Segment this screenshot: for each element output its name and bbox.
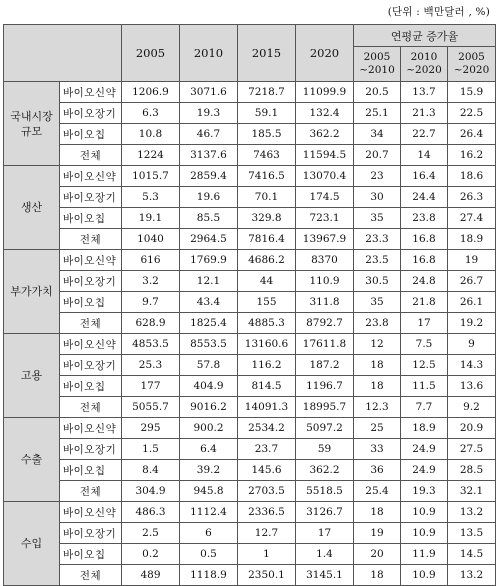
table-cell: 4686.2 <box>238 250 296 271</box>
row-category: 바이오장기 <box>60 439 122 460</box>
table-cell: 36 <box>354 460 401 481</box>
row-category: 바이오신약 <box>60 166 122 187</box>
table-cell: 12.3 <box>354 397 401 418</box>
table-cell: 16.2 <box>448 145 496 166</box>
table-cell: 10.8 <box>122 124 180 145</box>
table-row <box>4 103 496 124</box>
table-cell: 32.1 <box>448 481 496 502</box>
table-row <box>4 208 496 229</box>
table-cell: 15.9 <box>448 82 496 103</box>
table-row <box>4 523 496 544</box>
table-cell: 14091.3 <box>238 397 296 418</box>
table-cell: 17611.8 <box>296 334 354 355</box>
table-cell: 43.4 <box>180 292 238 313</box>
table-cell: 20 <box>354 544 401 565</box>
table-cell: 23.7 <box>238 439 296 460</box>
table-cell: 1.5 <box>122 439 180 460</box>
table-cell: 628.9 <box>122 313 180 334</box>
row-category: 전체 <box>60 313 122 334</box>
table-cell: 2703.5 <box>238 481 296 502</box>
table-cell: 8553.5 <box>180 334 238 355</box>
table-cell: 25.3 <box>122 355 180 376</box>
header-year: 2005 <box>122 25 180 82</box>
table-cell: 27.5 <box>448 439 496 460</box>
header-year: 2020 <box>296 25 354 82</box>
table-cell: 7.7 <box>401 397 448 418</box>
row-category: 바이오신약 <box>60 82 122 103</box>
table-cell: 21.3 <box>401 103 448 124</box>
table-cell: 14.5 <box>448 544 496 565</box>
table-cell: 22.7 <box>401 124 448 145</box>
table-cell: 30 <box>354 187 401 208</box>
header-cagr-range <box>354 47 401 82</box>
group-label <box>4 82 60 166</box>
table-cell: 8792.7 <box>296 313 354 334</box>
table-row <box>4 166 496 187</box>
table-cell: 12.7 <box>238 523 296 544</box>
table-cell: 17 <box>401 313 448 334</box>
table-cell: 1 <box>238 544 296 565</box>
table-cell: 85.5 <box>180 208 238 229</box>
range-start: 2005 <box>363 51 391 63</box>
table-cell: 18.9 <box>401 418 448 439</box>
group-label <box>4 250 60 334</box>
header-cagr-title: 연평균 증가율 <box>354 25 496 47</box>
table-cell: 34 <box>354 124 401 145</box>
table-cell: 3145.1 <box>296 565 354 586</box>
table-cell: 116.2 <box>238 355 296 376</box>
table-cell: 19.2 <box>448 313 496 334</box>
table-cell: 5055.7 <box>122 397 180 418</box>
table-cell: 18 <box>354 502 401 523</box>
row-category: 전체 <box>60 229 122 250</box>
header-year: 2015 <box>238 25 296 82</box>
table-cell: 900.2 <box>180 418 238 439</box>
group-label <box>4 166 60 250</box>
table-cell: 23 <box>354 166 401 187</box>
table-cell: 18.6 <box>448 166 496 187</box>
table-cell: 2964.5 <box>180 229 238 250</box>
table-cell: 13.2 <box>448 565 496 586</box>
table-row <box>4 145 496 166</box>
table-cell: 8370 <box>296 250 354 271</box>
group-label <box>4 418 60 502</box>
group-label-line: 수출 <box>20 453 43 466</box>
group-label-line: 규모 <box>20 124 43 138</box>
row-category: 바이오신약 <box>60 250 122 271</box>
table-cell: 46.7 <box>180 124 238 145</box>
table-row <box>4 292 496 313</box>
table-row <box>4 565 496 586</box>
table-row <box>4 124 496 145</box>
table-cell: 9 <box>448 334 496 355</box>
table-cell: 19.6 <box>180 187 238 208</box>
table-cell: 311.8 <box>296 292 354 313</box>
table-cell: 33 <box>354 439 401 460</box>
group-label <box>4 334 60 418</box>
row-category: 바이오장기 <box>60 187 122 208</box>
table-cell: 39.2 <box>180 460 238 481</box>
table-row <box>4 250 496 271</box>
table-cell: 24.8 <box>401 271 448 292</box>
data-table <box>3 24 496 586</box>
table-cell: 3137.6 <box>180 145 238 166</box>
table-cell: 16.8 <box>401 250 448 271</box>
header-year: 2010 <box>180 25 238 82</box>
table-cell: 10.9 <box>401 565 448 586</box>
row-category: 바이오칩 <box>60 376 122 397</box>
header-corner <box>4 25 122 82</box>
table-cell: 12.5 <box>401 355 448 376</box>
table-cell: 28.5 <box>448 460 496 481</box>
table-cell: 23.5 <box>354 250 401 271</box>
table-cell: 0.5 <box>180 544 238 565</box>
range-end: ~2020 <box>453 64 490 76</box>
table-cell: 25 <box>354 418 401 439</box>
table-cell: 1769.9 <box>180 250 238 271</box>
table-cell: 13070.4 <box>296 166 354 187</box>
table-cell: 13.5 <box>448 523 496 544</box>
table-cell: 11.9 <box>401 544 448 565</box>
table-cell: 11.5 <box>401 376 448 397</box>
unit-note: (단위 : 백만달러 , %) <box>387 6 490 18</box>
table-cell: 945.8 <box>180 481 238 502</box>
table-row <box>4 397 496 418</box>
table-row <box>4 460 496 481</box>
group-label-line: 수입 <box>20 537 43 550</box>
table-cell: 3071.6 <box>180 82 238 103</box>
table-cell: 155 <box>238 292 296 313</box>
table-cell: 70.1 <box>238 187 296 208</box>
table-cell: 5097.2 <box>296 418 354 439</box>
table-cell: 18 <box>354 565 401 586</box>
table-cell: 1.4 <box>296 544 354 565</box>
range-end: ~2020 <box>406 64 442 76</box>
range-start: 2010 <box>410 51 438 63</box>
group-label-line: 고용 <box>20 369 43 382</box>
table-cell: 44 <box>238 271 296 292</box>
table-cell: 7463 <box>238 145 296 166</box>
table-cell: 20.7 <box>354 145 401 166</box>
table-cell: 24.9 <box>401 460 448 481</box>
table-cell: 19.1 <box>122 208 180 229</box>
header-cagr-range <box>448 47 496 82</box>
row-category: 바이오신약 <box>60 418 122 439</box>
table-cell: 0.2 <box>122 544 180 565</box>
table-cell: 10.9 <box>401 523 448 544</box>
table-row <box>4 313 496 334</box>
table-cell: 23.3 <box>354 229 401 250</box>
table-cell: 5.3 <box>122 187 180 208</box>
table-row <box>4 544 496 565</box>
table-cell: 362.2 <box>296 460 354 481</box>
table-cell: 6.4 <box>180 439 238 460</box>
table-row <box>4 502 496 523</box>
table-cell: 4885.3 <box>238 313 296 334</box>
table-cell: 12.1 <box>180 271 238 292</box>
table-cell: 24.9 <box>401 439 448 460</box>
table-row <box>4 418 496 439</box>
group-label <box>4 502 60 586</box>
table-row <box>4 334 496 355</box>
table-cell: 723.1 <box>296 208 354 229</box>
table-cell: 59.1 <box>238 103 296 124</box>
row-category: 바이오칩 <box>60 292 122 313</box>
table-cell: 1118.9 <box>180 565 238 586</box>
table-cell: 1112.4 <box>180 502 238 523</box>
table-cell: 16.4 <box>401 166 448 187</box>
table-cell: 12 <box>354 334 401 355</box>
table-cell: 1825.4 <box>180 313 238 334</box>
table-cell: 2.5 <box>122 523 180 544</box>
row-category: 바이오칩 <box>60 208 122 229</box>
table-cell: 187.2 <box>296 355 354 376</box>
table-cell: 7416.5 <box>238 166 296 187</box>
table-cell: 1040 <box>122 229 180 250</box>
row-category: 전체 <box>60 145 122 166</box>
table-cell: 19.3 <box>401 481 448 502</box>
table-cell: 1015.7 <box>122 166 180 187</box>
table-cell: 10.9 <box>401 502 448 523</box>
table-cell: 18 <box>354 376 401 397</box>
table-cell: 177 <box>122 376 180 397</box>
table-cell: 7816.4 <box>238 229 296 250</box>
table-cell: 26.3 <box>448 187 496 208</box>
table-row <box>4 376 496 397</box>
table-cell: 11099.9 <box>296 82 354 103</box>
table-cell: 4853.5 <box>122 334 180 355</box>
table-cell: 18 <box>354 355 401 376</box>
table-row <box>4 82 496 103</box>
table-cell: 57.8 <box>180 355 238 376</box>
table-row <box>4 355 496 376</box>
row-category: 바이오장기 <box>60 523 122 544</box>
row-category: 바이오장기 <box>60 271 122 292</box>
row-category: 바이오장기 <box>60 103 122 124</box>
range-end: ~2010 <box>359 64 395 76</box>
table-cell: 59 <box>296 439 354 460</box>
table-cell: 329.8 <box>238 208 296 229</box>
table-cell: 7.5 <box>401 334 448 355</box>
table-cell: 13.6 <box>448 376 496 397</box>
table-cell: 616 <box>122 250 180 271</box>
table-cell: 8.4 <box>122 460 180 481</box>
table-cell: 17 <box>296 523 354 544</box>
table-cell: 9.2 <box>448 397 496 418</box>
table-cell: 174.5 <box>296 187 354 208</box>
table-cell: 30.5 <box>354 271 401 292</box>
table-cell: 13.2 <box>448 502 496 523</box>
table-row <box>4 481 496 502</box>
table-cell: 110.9 <box>296 271 354 292</box>
table-cell: 21.8 <box>401 292 448 313</box>
table-cell: 6.3 <box>122 103 180 124</box>
header-cagr-range <box>401 47 448 82</box>
range-start: 2005 <box>458 51 485 63</box>
table-cell: 145.6 <box>238 460 296 481</box>
table-cell: 26.1 <box>448 292 496 313</box>
table-cell: 20.5 <box>354 82 401 103</box>
table-cell: 304.9 <box>122 481 180 502</box>
table-cell: 1206.9 <box>122 82 180 103</box>
table-cell: 23.8 <box>354 313 401 334</box>
table-cell: 2336.5 <box>238 502 296 523</box>
table-cell: 18.9 <box>448 229 496 250</box>
table-cell: 26.4 <box>448 124 496 145</box>
table-row <box>4 439 496 460</box>
row-category: 바이오칩 <box>60 124 122 145</box>
table-cell: 9.7 <box>122 292 180 313</box>
table-cell: 1196.7 <box>296 376 354 397</box>
table-cell: 489 <box>122 565 180 586</box>
table-cell: 23.8 <box>401 208 448 229</box>
table-cell: 16.8 <box>401 229 448 250</box>
table-cell: 19 <box>448 250 496 271</box>
table-cell: 18995.7 <box>296 397 354 418</box>
table-cell: 19 <box>354 523 401 544</box>
table-cell: 486.3 <box>122 502 180 523</box>
table-cell: 27.4 <box>448 208 496 229</box>
table-cell: 25.4 <box>354 481 401 502</box>
table-cell: 2534.2 <box>238 418 296 439</box>
table-cell: 24.4 <box>401 187 448 208</box>
table-cell: 19.3 <box>180 103 238 124</box>
table-cell: 11594.5 <box>296 145 354 166</box>
row-category: 바이오칩 <box>60 544 122 565</box>
table-cell: 404.9 <box>180 376 238 397</box>
table-row <box>4 187 496 208</box>
row-category: 전체 <box>60 481 122 502</box>
table-cell: 2859.4 <box>180 166 238 187</box>
table-cell: 1224 <box>122 145 180 166</box>
group-label-line: 국내시장 <box>10 109 53 123</box>
table-cell: 132.4 <box>296 103 354 124</box>
table-row <box>4 271 496 292</box>
table-cell: 13967.9 <box>296 229 354 250</box>
table-cell: 5518.5 <box>296 481 354 502</box>
row-category: 전체 <box>60 397 122 418</box>
table-cell: 6 <box>180 523 238 544</box>
table-cell: 13160.6 <box>238 334 296 355</box>
table-cell: 14 <box>401 145 448 166</box>
table-cell: 35 <box>354 208 401 229</box>
table-cell: 14.3 <box>448 355 496 376</box>
table-cell: 185.5 <box>238 124 296 145</box>
group-label-line: 부가가치 <box>10 285 53 298</box>
row-category: 바이오신약 <box>60 334 122 355</box>
table-cell: 26.7 <box>448 271 496 292</box>
table-cell: 20.9 <box>448 418 496 439</box>
row-category: 바이오신약 <box>60 502 122 523</box>
table-body <box>4 82 496 586</box>
table-cell: 7218.7 <box>238 82 296 103</box>
row-category: 바이오칩 <box>60 460 122 481</box>
group-label-line: 생산 <box>20 201 43 214</box>
table-cell: 295 <box>122 418 180 439</box>
table-cell: 3.2 <box>122 271 180 292</box>
row-category: 전체 <box>60 565 122 586</box>
table-cell: 25.1 <box>354 103 401 124</box>
table-row <box>4 229 496 250</box>
table-cell: 35 <box>354 292 401 313</box>
table-cell: 3126.7 <box>296 502 354 523</box>
table-cell: 2350.1 <box>238 565 296 586</box>
table-cell: 362.2 <box>296 124 354 145</box>
row-category: 바이오장기 <box>60 355 122 376</box>
table-cell: 9016.2 <box>180 397 238 418</box>
table-cell: 814.5 <box>238 376 296 397</box>
table-cell: 13.7 <box>401 82 448 103</box>
table-cell: 22.5 <box>448 103 496 124</box>
